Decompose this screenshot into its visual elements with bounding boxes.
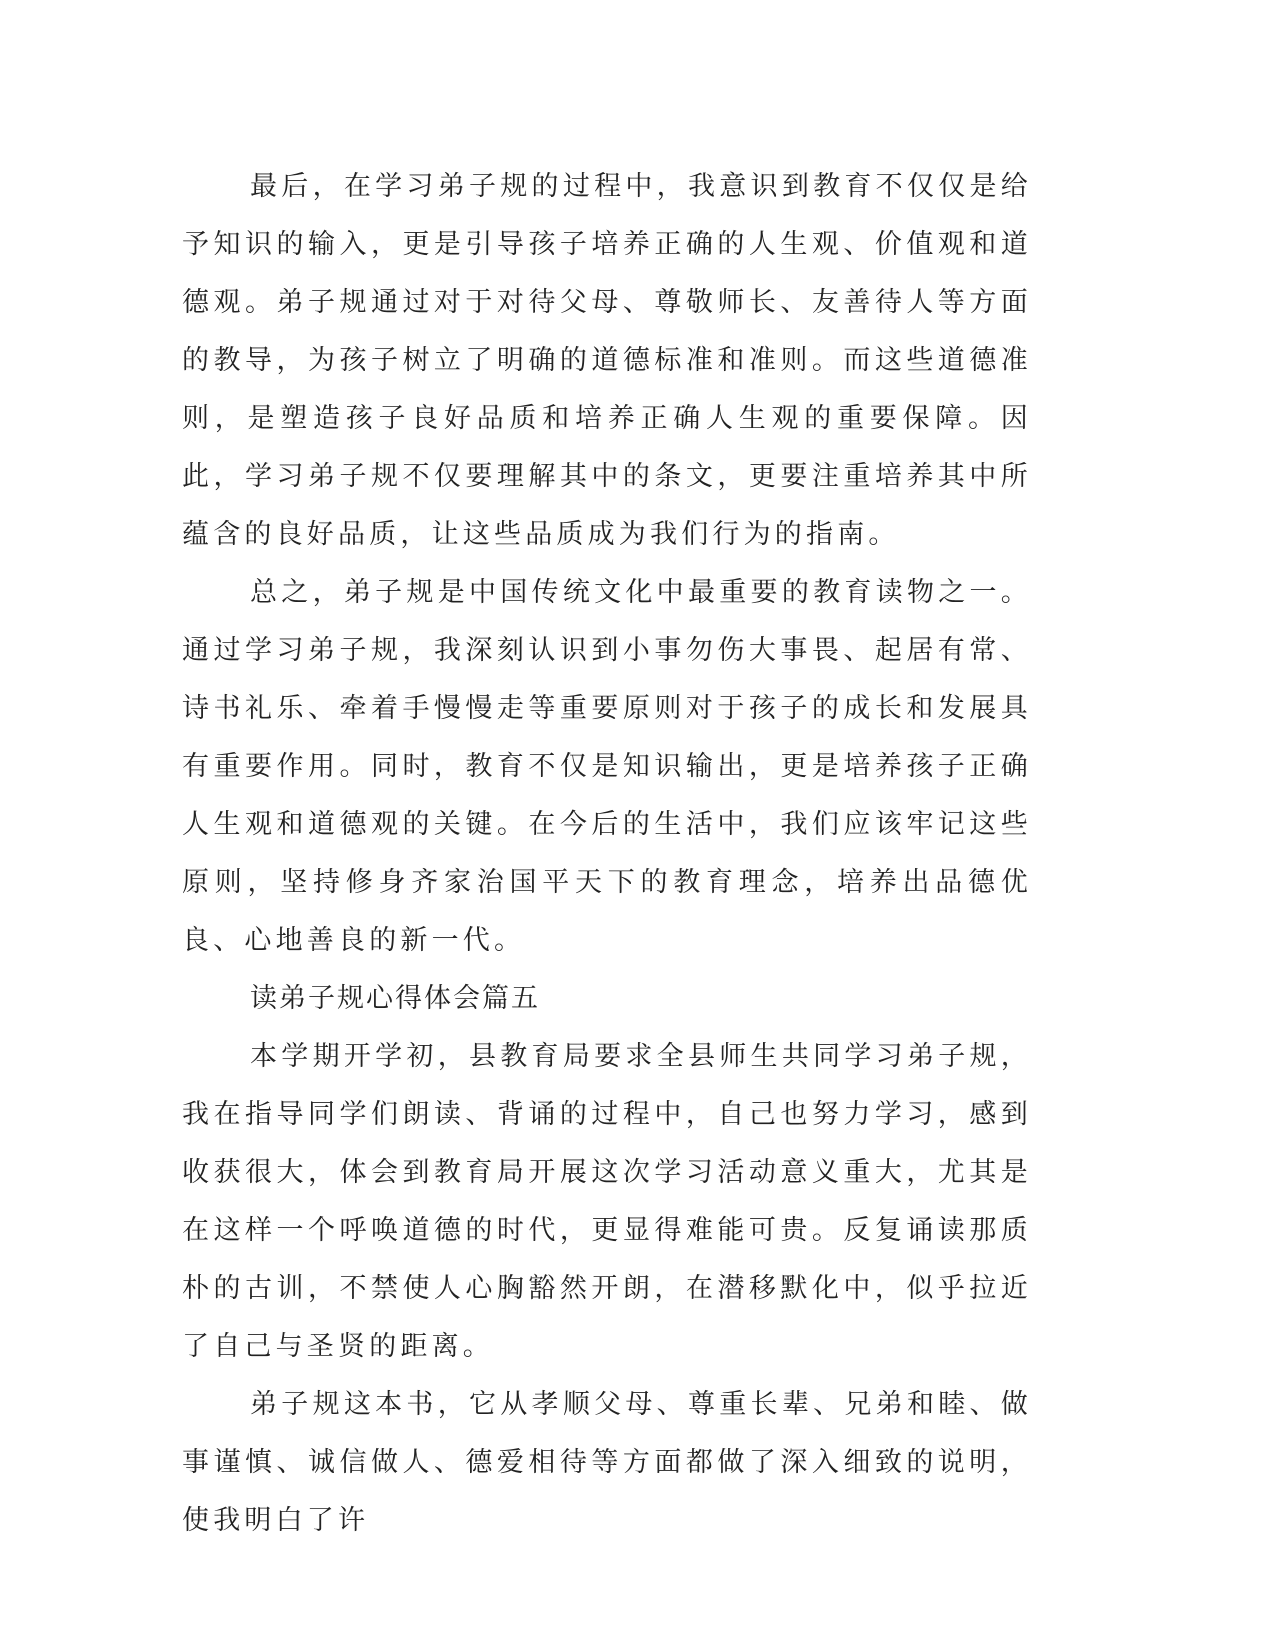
paragraph-book-contents: 弟子规这本书，它从孝顺父母、尊重长辈、兄弟和睦、做事谨慎、诚信做人、德爱相待等方面都做了深入细致的说明，使我明白了许 [182, 1389, 1032, 1536]
document-body [182, 158, 1032, 1550]
paragraph-summary: 总之，弟子规是中国传统文化中最重要的教育读物之一。通过学习弟子规，我深刻认识到小事勿伤大事畏、起居有常、诗书礼乐、牵着手慢慢走等重要原则对于孩子的成长和发展具有重要作用。同时，教育不仅是知识输出，更是培养孩子正确人生观和道德观的关键。在今后的生活中，我们应该牢记这些原则，坚持修身齐家治国平天下的教育理念，培养出品德优良、心地善良的新一代。 [182, 577, 1032, 956]
section-heading: 读弟子规心得体会篇五 [250, 983, 540, 1014]
paragraph-semester-study: 本学期开学初，县教育局要求全县师生共同学习弟子规，我在指导同学们朗读、背诵的过程中，自己也努力学习，感到收获很大，体会到教育局开展这次学习活动意义重大，尤其是在这样一个呼唤道德的时代，更显得难能可贵。反复诵读那质朴的古训，不禁使人心胸豁然开朗，在潜移默化中，似乎拉近了自己与圣贤的距离。 [182, 1041, 1032, 1362]
paragraph-conclusion-lessons: 最后，在学习弟子规的过程中，我意识到教育不仅仅是给予知识的输入，更是引导孩子培养正确的人生观、价值观和道德观。弟子规通过对于对待父母、尊敬师长、友善待人等方面的教导，为孩子树立了明确的道德标准和准则。而这些道德准则，是塑造孩子良好品质和培养正确人生观的重要保障。因此，学习弟子规不仅要理解其中的条文，更要注重培养其中所蕴含的良好品质，让这些品质成为我们行为的指南。 [182, 171, 1032, 550]
